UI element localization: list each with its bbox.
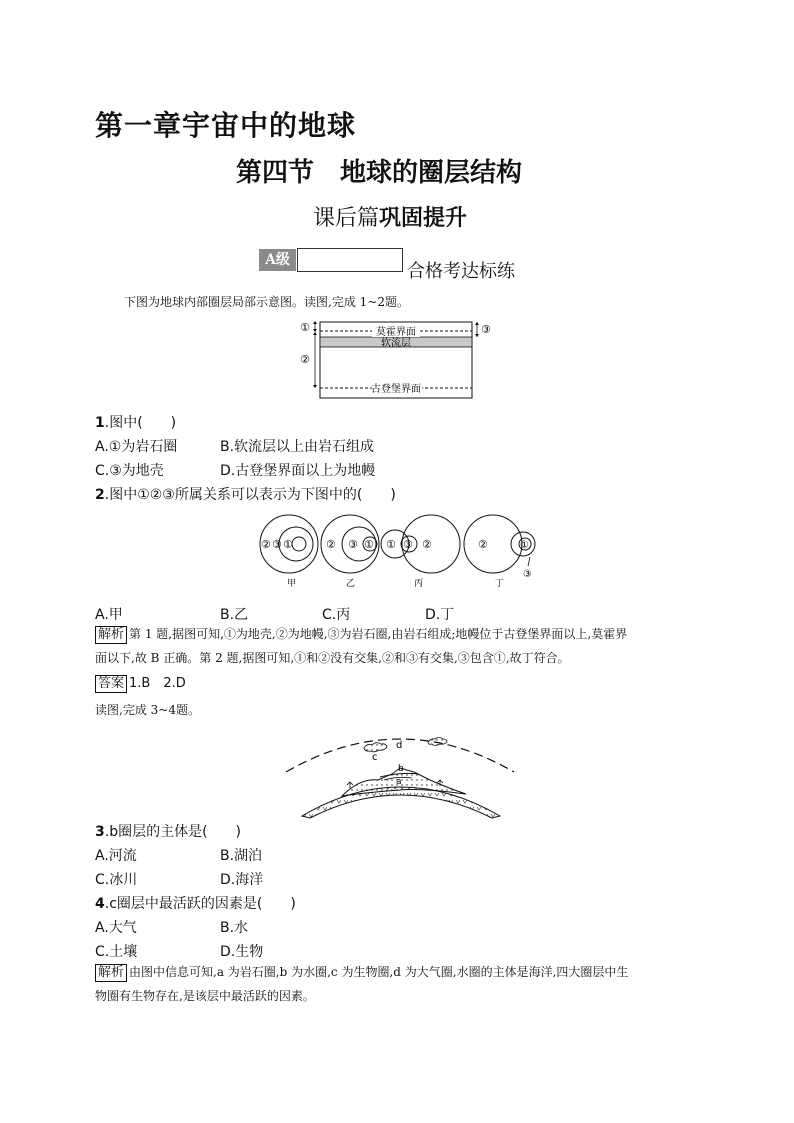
level-badge: A级 — [259, 249, 296, 271]
q4-option-d: D.生物 — [220, 944, 264, 960]
fig1-arrow — [475, 334, 479, 337]
analysis-1-line-1 — [95, 622, 627, 646]
q3-number: 3 — [95, 824, 105, 840]
fig1-gutenberg-label: 古登堡界面 — [371, 384, 421, 395]
lithosphere-band — [302, 787, 500, 818]
fig1-arrow — [313, 385, 317, 388]
q3-text: .b圈层的主体是( ) — [104, 824, 242, 840]
analysis-1-tag: 解析 — [95, 626, 127, 644]
figure-set-relations — [252, 508, 548, 594]
fig1-asthenosphere-label: 软流层 — [381, 338, 411, 349]
jia-inner-circle — [292, 537, 306, 551]
question-3 — [95, 821, 241, 841]
ding-marker-3: ③ — [523, 569, 532, 580]
q3-option-a: A.河流 — [95, 848, 137, 864]
ding-leader-line — [528, 557, 530, 566]
question-1 — [95, 412, 176, 432]
fig1-arrow — [313, 332, 317, 335]
fig1-marker-3: ③ — [481, 323, 491, 336]
label-c: c — [372, 752, 378, 763]
jia-marker-3: ③ — [272, 538, 282, 551]
q1-text: .图中( ) — [104, 415, 177, 431]
analysis-2-line-1 — [95, 960, 628, 984]
level-blank-box — [297, 248, 403, 272]
q2-option-d: D.丁 — [425, 607, 455, 623]
q1-option-a: A.①为岩石圈 — [95, 439, 178, 455]
section-title: 第四节 地球的圈层结构 — [236, 158, 523, 188]
label-d: d — [396, 740, 403, 751]
subtitle-bold: 巩固提升 — [379, 206, 468, 231]
yi-marker-2: ② — [326, 538, 336, 551]
caption-yi: 乙 — [346, 579, 356, 589]
analysis-2-line-2: 物圈有生物存在,是该层中最活跃的因素。 — [95, 989, 315, 1003]
ding-marker-2: ② — [478, 538, 488, 551]
bing-marker-2: ② — [422, 538, 432, 551]
answer-1 — [95, 672, 186, 696]
q4-number: 4 — [95, 896, 105, 912]
analysis-2-text-1: 由图中信息可知,a 为岩石圈,b 为水圈,c 为生物圈,d 为大气圈,水圈的主体是海洋,四大圈层中生 — [129, 965, 629, 979]
bing-marker-1: ① — [386, 538, 396, 551]
jia-marker-1: ① — [283, 538, 293, 551]
fig1-moho-label: 莫霍界面 — [376, 327, 416, 338]
answer-1-tag: 答案 — [95, 675, 127, 693]
q3-option-c: C.冰川 — [95, 872, 138, 888]
caption-jia: 甲 — [287, 579, 297, 589]
q2-text: .图中①②③所属关系可以表示为下图中的( ) — [104, 487, 396, 503]
q4-option-a: A.大气 — [95, 920, 137, 936]
question-4 — [95, 893, 296, 913]
cloud-icon — [364, 743, 387, 752]
q4-option-b: B.水 — [220, 920, 249, 936]
q3-option-b: B.湖泊 — [220, 848, 263, 864]
answer-1-text: 1.B 2.D — [129, 676, 186, 691]
fig1-arrow — [313, 321, 317, 324]
yi-marker-3: ③ — [348, 538, 358, 551]
cloud-icon — [428, 738, 447, 746]
yi-marker-1: ① — [364, 538, 374, 551]
ding-marker-1: ① — [520, 540, 529, 551]
question-2 — [95, 484, 396, 504]
analysis-2-tag: 解析 — [95, 964, 127, 982]
figure-earth-spheres — [280, 728, 520, 820]
q1-option-c: C.③为地壳 — [95, 463, 164, 479]
chapter-title: 第一章宇宙中的地球 — [95, 109, 357, 142]
q2-option-a: A.甲 — [95, 607, 123, 623]
q4-option-c: C.土壤 — [95, 944, 138, 960]
subtitle-plain: 课后篇 — [313, 206, 380, 231]
caption-ding: 丁 — [495, 579, 505, 589]
analysis-1 — [95, 622, 627, 670]
figure-earth-interior — [296, 318, 496, 402]
q2-option-c: C.丙 — [322, 607, 351, 623]
intro-q3-4: 读图,完成 3~4题。 — [95, 703, 200, 717]
label-a: a — [396, 777, 402, 787]
q1-option-d: D.古登堡界面以上为地幔 — [220, 463, 376, 479]
subtitle — [313, 201, 467, 232]
q2-option-b: B.乙 — [220, 607, 249, 623]
q3-option-d: D.海洋 — [220, 872, 264, 888]
q4-text: .c圈层中最活跃的因素是( ) — [104, 896, 296, 912]
level-title: 合格考达标练 — [407, 261, 515, 282]
ding-circle-2 — [464, 515, 522, 573]
q1-number: 1 — [95, 415, 105, 431]
fig1-arrow — [475, 322, 479, 325]
fig1-arrow — [313, 329, 317, 332]
fig1-marker-2: ② — [300, 353, 310, 366]
caption-bing: 丙 — [414, 579, 424, 589]
jia-marker-2: ② — [261, 538, 271, 551]
intro-q1-2: 下图为地球内部圈层局部示意图。读图,完成 1~2题。 — [124, 295, 409, 309]
label-b: b — [398, 764, 404, 774]
analysis-2 — [95, 960, 628, 1008]
analysis-1-text-1: 第 1 题,据图可知,①为地壳,②为地幔,③为岩石圈,由岩石组成;地幔位于古登堡界面以上,莫霍界 — [129, 627, 628, 641]
bing-marker-3: ③ — [403, 538, 413, 551]
analysis-1-line-2: 面以下,故 B 正确。第 2 题,据图可知,①和②没有交集,②和③有交集,③包含①,故丁符合。 — [95, 651, 570, 665]
q1-option-b: B.软流层以上由岩石组成 — [220, 439, 375, 455]
q2-number: 2 — [95, 487, 105, 503]
fig1-marker-1: ① — [300, 321, 310, 334]
